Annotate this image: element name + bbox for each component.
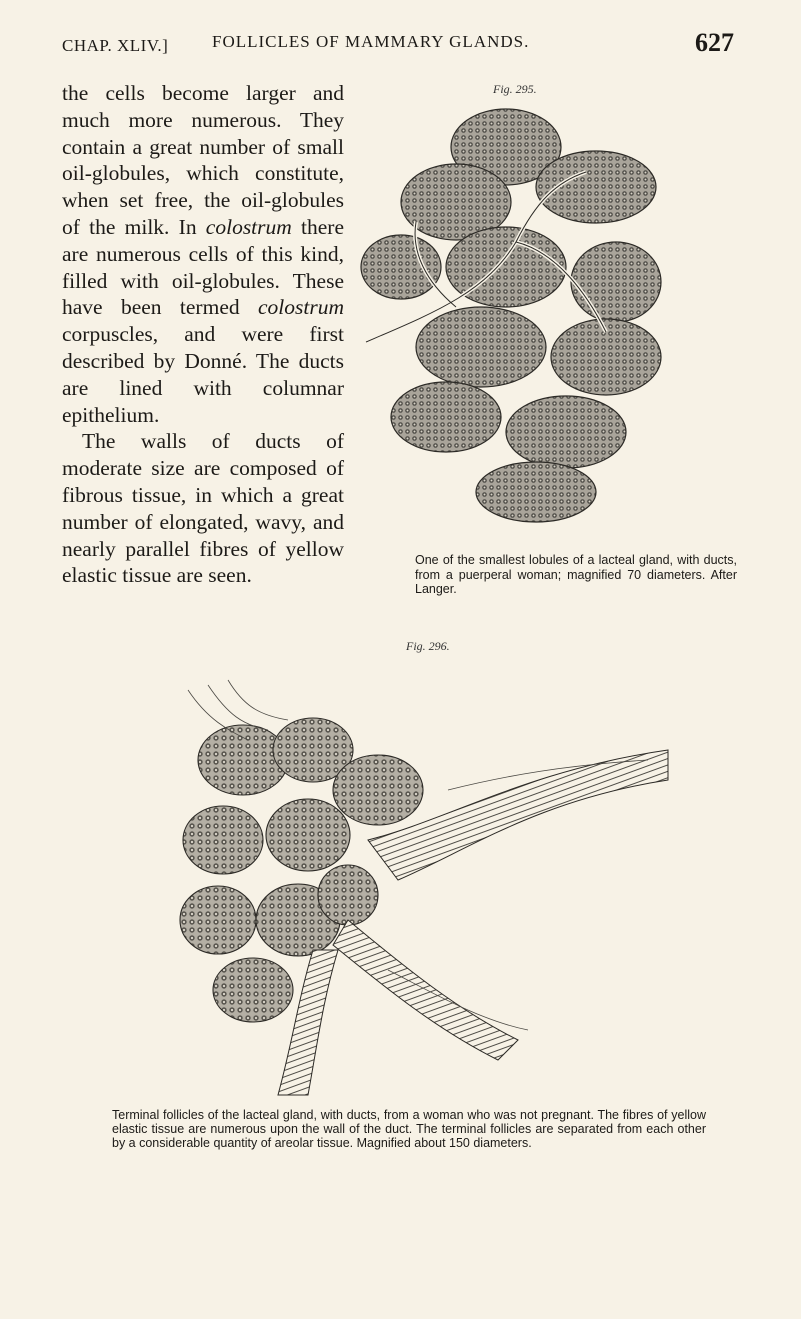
chapter-label: CHAP. XLIV.] xyxy=(62,36,169,55)
figure-296-label: Fig. 296. xyxy=(406,639,450,653)
figure-296-caption xyxy=(112,1108,706,1150)
page-number: 627 xyxy=(695,28,734,57)
body-text xyxy=(62,80,344,589)
paragraph-1: the cells become larger and much more numerous. They contain a great number of small oil-globules, which constitute, when set free, the oil-globules of the milk. In colostrum there are numerous cells of this kind, filled with oil-globules. These have been termed colostrum corpuscles, and were first described by Donné. The ducts are lined with columnar epithelium. xyxy=(62,81,344,427)
figure-295-caption: One of the smallest lobules of a lacteal gland, with ducts, from a puerperal woman; magnified 70 diameters. After Langer. xyxy=(415,553,737,596)
paragraph-2: The walls of ducts of moderate size are composed of fibrous tissue, in which a great number of elongated, wavy, and nearly parallel fibres of yellow elastic tissue are seen. xyxy=(62,429,344,588)
figure-295-illustration xyxy=(306,92,706,542)
figure-296-illustration xyxy=(148,670,708,1100)
emphasis-colostrum: colostrum xyxy=(205,214,292,239)
running-header xyxy=(62,28,734,62)
emphasis-colostrum-2: colostrum xyxy=(258,295,344,320)
figure-295-label: Fig. 295. xyxy=(493,82,537,96)
running-title: FOLLICLES OF MAMMARY GLANDS. xyxy=(212,32,530,51)
figure-296-caption-text: Terminal follicles of the lacteal gland, with ducts, from a woman who was not pregnant. The fibres of yellow elastic tissue are numerous upon the wall of the duct. The terminal follicles are separated from each other by a considerable quantity of areolar tissue. Magnified about 150 diameters. xyxy=(112,1108,706,1150)
